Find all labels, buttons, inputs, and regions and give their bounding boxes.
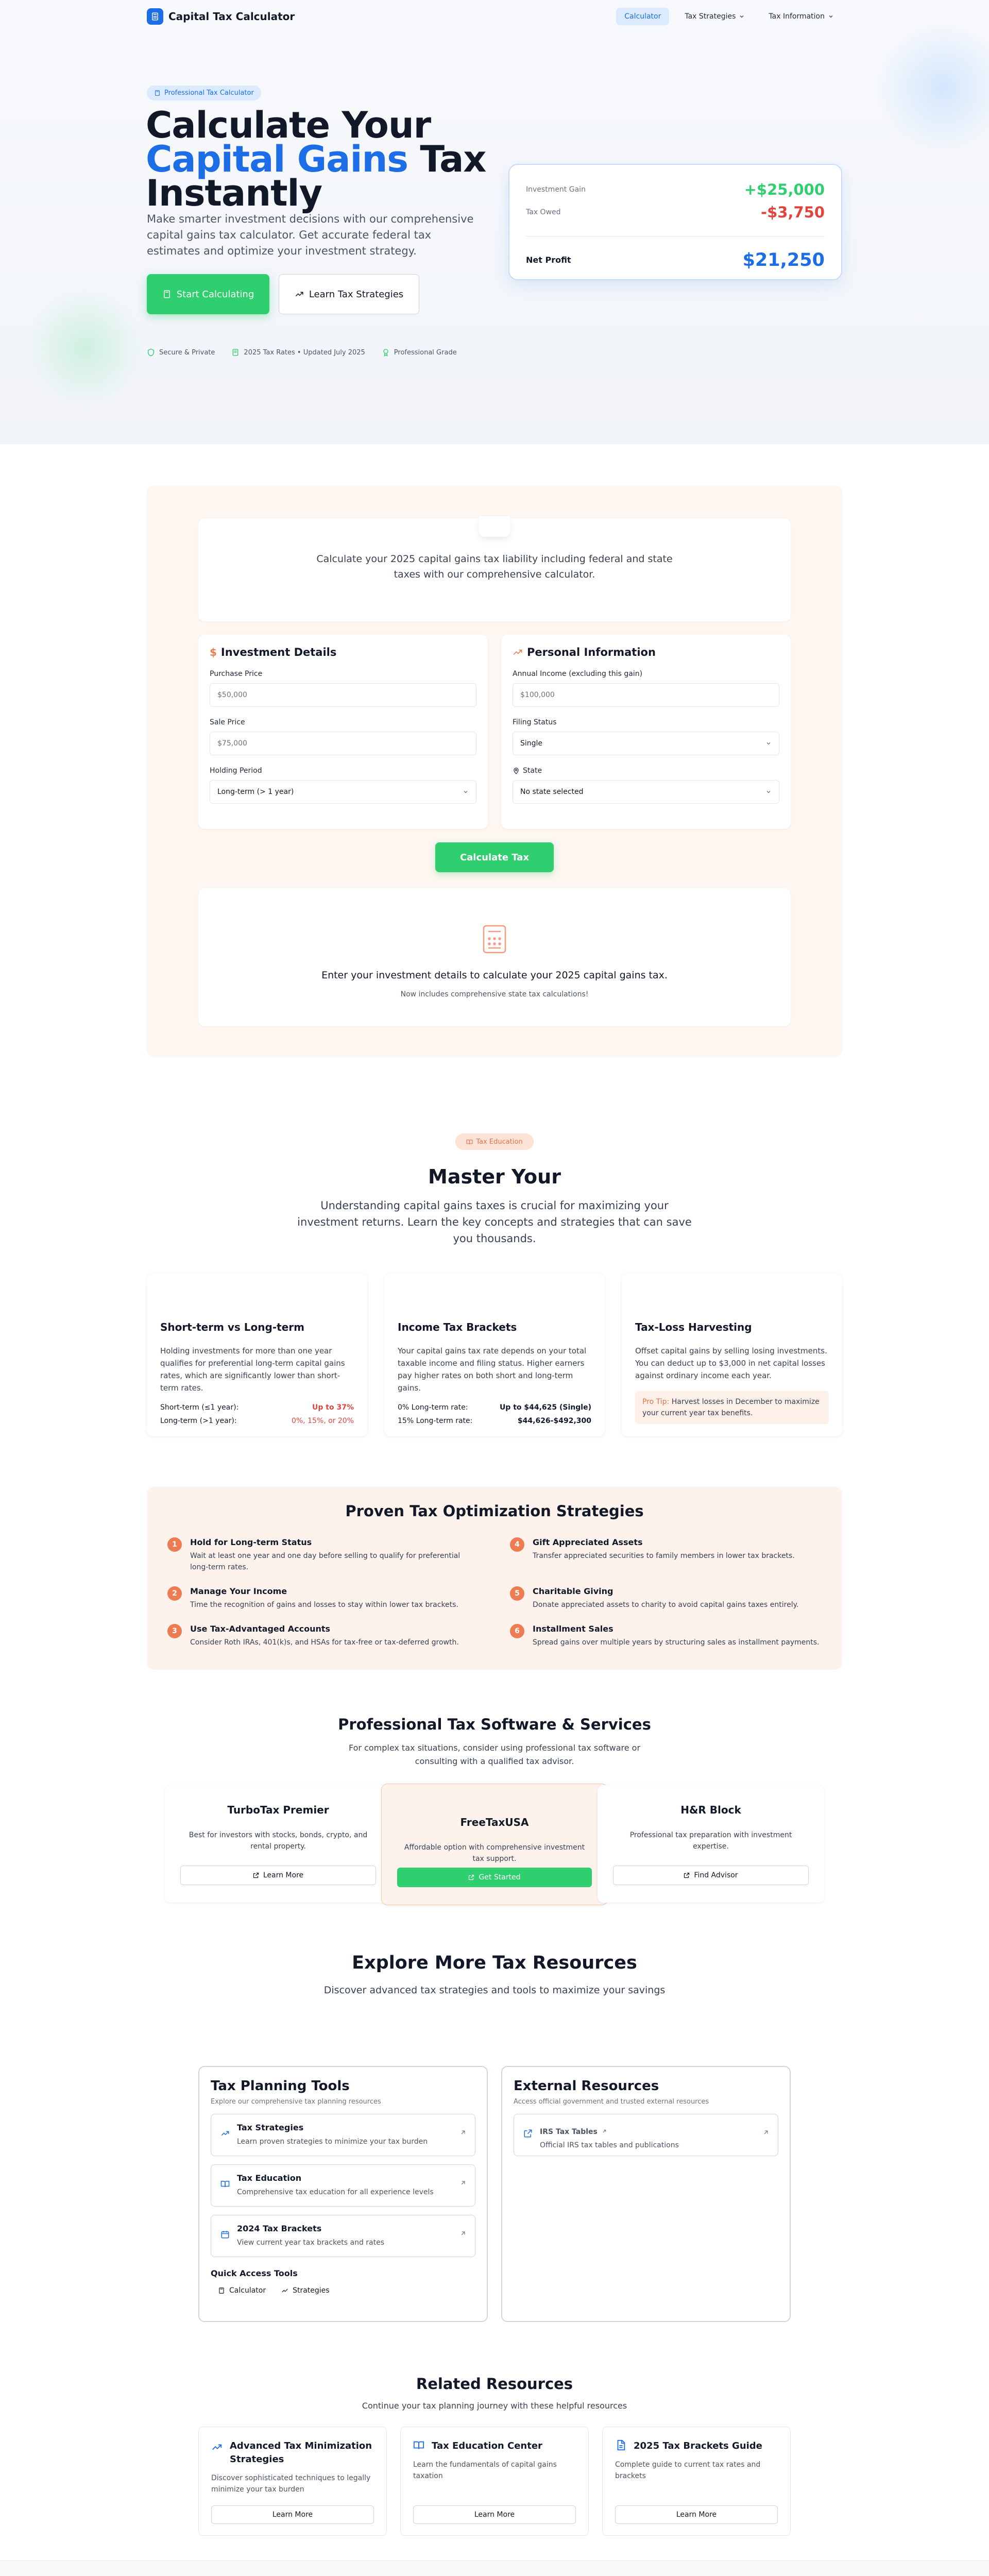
bracket-0-row bbox=[398, 1403, 591, 1412]
link-tax-education[interactable] bbox=[211, 2164, 475, 2207]
quick-strategies-label: Strategies bbox=[293, 2286, 330, 2295]
arrow-up-right-icon bbox=[459, 2230, 467, 2237]
external-link-small-icon bbox=[601, 2129, 606, 2135]
card-short-vs-long-title: Short-term vs Long-term bbox=[160, 1321, 304, 1333]
filing-status-select[interactable] bbox=[513, 732, 779, 755]
software-text: Professional tax preparation with investment expertise. bbox=[629, 1831, 792, 1851]
bracket-0-label: 0% Long-term rate: bbox=[398, 1403, 468, 1412]
external-link-icon bbox=[253, 1872, 259, 1878]
quick-strategies[interactable] bbox=[281, 2286, 330, 2295]
related-card-title: Advanced Tax Minimization Strategies bbox=[230, 2441, 372, 2465]
related-card-advanced bbox=[198, 2427, 387, 2536]
chevron-down-icon bbox=[765, 740, 772, 747]
holding-period-value: Long-term (> 1 year) bbox=[217, 788, 294, 796]
software-name: TurboTax Premier bbox=[227, 1804, 329, 1816]
long-term-row bbox=[160, 1417, 354, 1425]
decorative-blob bbox=[876, 21, 989, 155]
chevron-down-icon bbox=[765, 789, 772, 795]
net-profit-row bbox=[526, 236, 825, 272]
related-card-text: Complete guide to current tax rates and brackets bbox=[615, 2461, 761, 2480]
calculator-result-icon bbox=[482, 924, 507, 954]
trust-secure bbox=[147, 348, 215, 357]
hero-badge bbox=[147, 86, 261, 100]
get-started-button[interactable] bbox=[397, 1868, 592, 1887]
nav-tax-information[interactable] bbox=[760, 8, 842, 25]
strategy-text: Donate appreciated assets to charity to avoid capital gains taxes entirely. bbox=[533, 1601, 799, 1609]
quick-access-links bbox=[211, 2286, 475, 2295]
holding-period-label: Holding Period bbox=[210, 767, 262, 775]
tax-planning-subtitle: Explore our comprehensive tax planning resources bbox=[211, 2098, 381, 2106]
link-title: IRS Tax Tables bbox=[540, 2128, 598, 2136]
hero-section bbox=[0, 0, 989, 444]
card-income-brackets-title: Income Tax Brackets bbox=[398, 1321, 517, 1333]
related-card-title: Tax Education Center bbox=[432, 2441, 542, 2451]
software-card-freetaxusa bbox=[381, 1784, 608, 1905]
tax-education-badge-label: Tax Education bbox=[476, 1138, 523, 1146]
bracket-15-row bbox=[398, 1417, 591, 1425]
hero-title-line1: Calculate Your bbox=[146, 104, 431, 146]
brand-name[interactable]: Capital Tax Calculator bbox=[168, 10, 295, 23]
map-pin-icon bbox=[513, 767, 520, 774]
document-icon bbox=[231, 348, 240, 357]
related-title: Related Resources bbox=[416, 2375, 573, 2393]
nav-tax-strategies-label: Tax Strategies bbox=[685, 12, 736, 21]
quick-calculator-label: Calculator bbox=[229, 2286, 266, 2295]
nav-tax-strategies[interactable] bbox=[676, 8, 753, 25]
strategy-text: Time the recognition of gains and losses to stay within lower tax brackets. bbox=[190, 1601, 458, 1609]
tax-education-badge bbox=[455, 1133, 534, 1150]
tax-owed-label: Tax Owed bbox=[526, 208, 561, 216]
related-card-education bbox=[400, 2427, 589, 2536]
tax-owed-row bbox=[526, 201, 825, 224]
long-term-label: Long-term (>1 year): bbox=[160, 1417, 237, 1425]
arrow-up-right-icon bbox=[459, 2129, 467, 2136]
link-text: Comprehensive tax education for all experience levels bbox=[237, 2188, 434, 2196]
explore-section bbox=[0, 1953, 989, 2295]
strategy-text: Spread gains over multiple years by structuring sales as installment payments. bbox=[533, 1638, 820, 1647]
award-icon bbox=[382, 348, 390, 357]
quick-calculator[interactable] bbox=[218, 2286, 266, 2295]
card-short-vs-long bbox=[147, 1274, 367, 1436]
holding-period-select[interactable] bbox=[210, 780, 476, 804]
nav-links bbox=[616, 8, 842, 25]
trending-up-icon bbox=[295, 290, 304, 299]
quick-access-title: Quick Access Tools bbox=[211, 2268, 298, 2278]
arrow-up-right-icon bbox=[762, 2129, 770, 2136]
annual-income-input[interactable] bbox=[513, 683, 779, 707]
dollar-icon: $ bbox=[210, 646, 217, 658]
hero-title bbox=[146, 104, 486, 214]
chevron-down-icon bbox=[463, 789, 469, 795]
strategy-item bbox=[510, 1624, 822, 1648]
purchase-price-label: Purchase Price bbox=[210, 670, 263, 678]
software-card-turbotax bbox=[165, 1785, 391, 1903]
purchase-price-placeholder: $50,000 bbox=[217, 691, 247, 699]
link-tax-strategies[interactable] bbox=[211, 2114, 475, 2156]
trending-up-icon bbox=[211, 2442, 223, 2453]
strategy-number: 3 bbox=[167, 1624, 182, 1638]
calculator-section bbox=[147, 485, 842, 1057]
filing-status-value: Single bbox=[520, 739, 543, 748]
personal-information-panel bbox=[501, 635, 791, 829]
related-card-title: 2025 Tax Brackets Guide bbox=[634, 2441, 762, 2451]
nav-calculator[interactable] bbox=[616, 8, 669, 25]
investment-details-panel bbox=[198, 635, 488, 829]
long-term-value: 0%, 15%, or 20% bbox=[291, 1417, 354, 1425]
find-advisor-button[interactable] bbox=[613, 1866, 809, 1885]
net-profit-label: Net Profit bbox=[526, 255, 571, 265]
short-term-label: Short-term (≤1 year): bbox=[160, 1403, 239, 1412]
find-advisor-label: Find Advisor bbox=[694, 1871, 738, 1879]
card-short-vs-long-text: Holding investments for more than one year qualifies for preferential long-term capital gains rates, which are significantly lower than short-term rates. bbox=[160, 1346, 345, 1393]
strategy-item bbox=[167, 1624, 479, 1648]
external-link-icon bbox=[684, 1872, 690, 1878]
trust-secure-label: Secure & Private bbox=[159, 348, 215, 357]
strategy-number: 6 bbox=[510, 1624, 524, 1638]
strategy-number: 4 bbox=[510, 1537, 524, 1552]
book-icon bbox=[220, 2179, 230, 2189]
card-income-brackets bbox=[384, 1274, 605, 1436]
net-profit-value: $21,250 bbox=[742, 249, 825, 270]
decorative-blob bbox=[26, 289, 144, 407]
filing-status-label: Filing Status bbox=[513, 718, 557, 726]
strategy-number: 1 bbox=[167, 1537, 182, 1552]
strategy-item bbox=[167, 1537, 479, 1573]
learn-more-button[interactable]: Learn More bbox=[211, 2505, 374, 2524]
bracket-15-value: $44,626-$492,300 bbox=[517, 1417, 591, 1425]
chevron-down-icon bbox=[828, 13, 834, 20]
card-tax-loss-text: Offset capital gains by selling losing investments. You can deduct up to $3,000 in net capital losses against ordinary income each year. bbox=[635, 1346, 827, 1380]
education-subtitle: Understanding capital gains taxes is crucial for maximizing your investment returns. Learn the key concepts and strategies that can save you thousands. bbox=[297, 1199, 692, 1245]
link-title: Tax Strategies bbox=[237, 2123, 304, 2132]
strategy-item bbox=[167, 1586, 479, 1611]
investment-gain-row bbox=[526, 178, 825, 201]
hero-subtitle: Make smarter investment decisions with our comprehensive capital gains tax calculator. Get accurate federal tax estimates and optimize your investment strategy. bbox=[147, 213, 474, 257]
state-label-text: State bbox=[523, 767, 542, 775]
link-title: Tax Education bbox=[237, 2173, 302, 2183]
link-2024-tax-brackets[interactable] bbox=[211, 2215, 475, 2257]
document-icon bbox=[615, 2439, 626, 2451]
strategy-title: Manage Your Income bbox=[190, 1586, 287, 1596]
start-calculating-label: Start Calculating bbox=[176, 289, 254, 300]
strategy-title: Use Tax-Advantaged Accounts bbox=[190, 1624, 331, 1634]
learn-more-button[interactable] bbox=[180, 1866, 376, 1885]
calculator-icon bbox=[162, 290, 172, 299]
bracket-15-label: 15% Long-term rate: bbox=[398, 1417, 473, 1425]
software-name: FreeTaxUSA bbox=[460, 1816, 529, 1828]
personal-information-title bbox=[513, 646, 779, 658]
strategy-title: Gift Appreciated Assets bbox=[533, 1537, 643, 1547]
profit-summary-card bbox=[508, 164, 842, 280]
related-resources-section bbox=[0, 2375, 989, 2519]
pro-tip bbox=[635, 1391, 829, 1424]
pro-tip-label: Pro Tip: bbox=[642, 1398, 670, 1406]
strategy-number: 5 bbox=[510, 1586, 524, 1601]
top-navigation bbox=[0, 0, 989, 33]
strategies-grid bbox=[167, 1537, 822, 1662]
hero-title-line2: Tax bbox=[420, 138, 486, 180]
strategy-title: Installment Sales bbox=[533, 1624, 613, 1634]
nav-tax-information-label: Tax Information bbox=[769, 12, 825, 21]
link-irs-tax-tables[interactable] bbox=[514, 2114, 778, 2156]
link-text: Official IRS tax tables and publications bbox=[540, 2141, 679, 2149]
external-link-icon bbox=[468, 1874, 474, 1880]
software-subtitle: For complex tax situations, consider using professional tax software or consulting with a qualified tax advisor. bbox=[348, 1743, 641, 1766]
link-text: View current year tax brackets and rates bbox=[237, 2239, 385, 2247]
external-link-icon bbox=[523, 2129, 533, 2138]
software-name: H&R Block bbox=[680, 1804, 741, 1816]
site-footer bbox=[0, 2561, 989, 2576]
software-card-hrblock bbox=[598, 1785, 824, 1903]
hero-title-highlight: Capital Gains bbox=[146, 138, 408, 180]
strategy-item bbox=[510, 1537, 822, 1573]
card-tax-loss-harvesting bbox=[622, 1274, 842, 1436]
pro-tip-text: Harvest losses in December to maximize your current year tax benefits. bbox=[642, 1398, 820, 1417]
hero-badge-label: Professional Tax Calculator bbox=[164, 89, 254, 97]
card-income-brackets-text: Your capital gains tax rate depends on your total taxable income and filing status. Higher earners pay higher rates on both short and long-term gains. bbox=[398, 1346, 587, 1393]
strategy-number: 2 bbox=[167, 1586, 182, 1601]
learn-more-button[interactable]: Learn More bbox=[413, 2505, 576, 2524]
trust-indicators bbox=[147, 348, 457, 357]
trending-up-icon bbox=[281, 2287, 288, 2294]
learn-tax-strategies-button[interactable] bbox=[279, 274, 419, 314]
trust-grade bbox=[382, 348, 457, 357]
calculator-intro-text: Calculate your 2025 capital gains tax liability including federal and state taxes with our comprehensive calculator. bbox=[316, 553, 673, 580]
investment-gain-value: +$25,000 bbox=[744, 181, 825, 198]
short-term-row bbox=[160, 1403, 354, 1412]
investment-details-title bbox=[210, 646, 476, 658]
strategy-item bbox=[510, 1586, 822, 1611]
trending-up-icon bbox=[513, 647, 523, 657]
software-text: Best for investors with stocks, bonds, crypto, and rental property. bbox=[189, 1831, 368, 1851]
arrow-up-right-icon bbox=[459, 2179, 467, 2187]
tax-owed-value: -$3,750 bbox=[761, 204, 825, 221]
chevron-down-icon bbox=[739, 13, 745, 20]
investment-gain-label: Investment Gain bbox=[526, 185, 586, 194]
state-select[interactable] bbox=[513, 780, 779, 804]
related-card-brackets bbox=[602, 2427, 791, 2536]
calculator-result-card bbox=[198, 888, 791, 1026]
software-text: Affordable option with comprehensive investment tax support. bbox=[404, 1843, 585, 1863]
personal-information-heading: Personal Information bbox=[527, 646, 656, 658]
book-icon bbox=[466, 1139, 473, 1145]
bracket-0-value: Up to $44,625 (Single) bbox=[499, 1403, 591, 1412]
trust-grade-label: Professional Grade bbox=[394, 348, 457, 357]
strategy-text: Wait at least one year and one day before selling to qualify for preferential long-term rates. bbox=[190, 1552, 461, 1571]
purchase-price-input[interactable] bbox=[210, 683, 476, 707]
strategy-title: Hold for Long-term Status bbox=[190, 1537, 312, 1547]
sale-price-placeholder: $75,000 bbox=[217, 739, 247, 748]
calendar-icon bbox=[220, 2230, 230, 2239]
education-title: Master Your bbox=[428, 1165, 561, 1188]
card-tax-loss-title: Tax-Loss Harvesting bbox=[635, 1321, 752, 1333]
strategy-text: Transfer appreciated securities to family members in lower tax brackets. bbox=[533, 1552, 795, 1560]
strategies-panel bbox=[147, 1487, 842, 1670]
trust-rates bbox=[231, 348, 365, 357]
nav-calculator-label: Calculator bbox=[624, 12, 661, 21]
result-placeholder-text: Enter your investment details to calculate your 2025 capital gains tax. bbox=[321, 970, 668, 981]
related-card-text: Learn the fundamentals of capital gains taxation bbox=[413, 2461, 557, 2480]
investment-details-heading: Investment Details bbox=[220, 646, 337, 658]
external-resources-panel bbox=[501, 2066, 791, 2322]
calculator-logo-icon[interactable] bbox=[147, 8, 163, 25]
calculator-header-tab bbox=[479, 516, 510, 537]
trust-rates-label: 2025 Tax Rates • Updated July 2025 bbox=[244, 348, 365, 357]
book-icon bbox=[413, 2439, 424, 2451]
start-calculating-button[interactable] bbox=[147, 274, 269, 314]
learn-more-button[interactable]: Learn More bbox=[615, 2505, 778, 2524]
learn-tax-strategies-label: Learn Tax Strategies bbox=[309, 289, 404, 300]
shield-icon bbox=[147, 348, 155, 357]
state-label bbox=[513, 767, 779, 775]
tax-planning-tools-panel bbox=[198, 2066, 488, 2322]
result-note: Now includes comprehensive state tax calculations! bbox=[400, 990, 589, 998]
trending-up-icon bbox=[220, 2129, 230, 2138]
calculator-intro-card bbox=[198, 518, 791, 621]
sale-price-input[interactable] bbox=[210, 732, 476, 755]
software-title: Professional Tax Software & Services bbox=[338, 1716, 651, 1733]
strategy-text: Consider Roth IRAs, 401(k)s, and HSAs for tax-free or tax-deferred growth. bbox=[190, 1638, 459, 1647]
sale-price-label: Sale Price bbox=[210, 718, 245, 726]
explore-title: Explore More Tax Resources bbox=[352, 1953, 637, 1973]
tax-planning-title: Tax Planning Tools bbox=[211, 2078, 350, 2094]
external-resources-title: External Resources bbox=[514, 2078, 659, 2094]
state-value: No state selected bbox=[520, 788, 584, 796]
hero-title-line3: Instantly bbox=[146, 172, 322, 214]
annual-income-placeholder: $100,000 bbox=[520, 691, 555, 699]
related-subtitle: Continue your tax planning journey with these helpful resources bbox=[362, 2401, 627, 2411]
calculate-tax-button[interactable]: Calculate Tax bbox=[435, 842, 554, 872]
link-title: 2024 Tax Brackets bbox=[237, 2224, 322, 2233]
calculator-icon bbox=[218, 2287, 225, 2294]
annual-income-label: Annual Income (excluding this gain) bbox=[513, 670, 643, 678]
link-text: Learn proven strategies to minimize your tax burden bbox=[237, 2138, 428, 2146]
strategy-title: Charitable Giving bbox=[533, 1586, 613, 1596]
strategies-title: Proven Tax Optimization Strategies bbox=[345, 1502, 644, 1520]
explore-subtitle: Discover advanced tax strategies and tools to maximize your savings bbox=[323, 1985, 666, 1996]
learn-more-label: Learn More bbox=[263, 1871, 304, 1879]
external-resources-subtitle: Access official government and trusted external resources bbox=[514, 2098, 709, 2106]
get-started-label: Get Started bbox=[479, 1873, 521, 1882]
short-term-value: Up to 37% bbox=[312, 1403, 354, 1412]
calculator-icon bbox=[154, 90, 161, 96]
related-card-text: Discover sophisticated techniques to legally minimize your tax burden bbox=[211, 2474, 371, 2494]
